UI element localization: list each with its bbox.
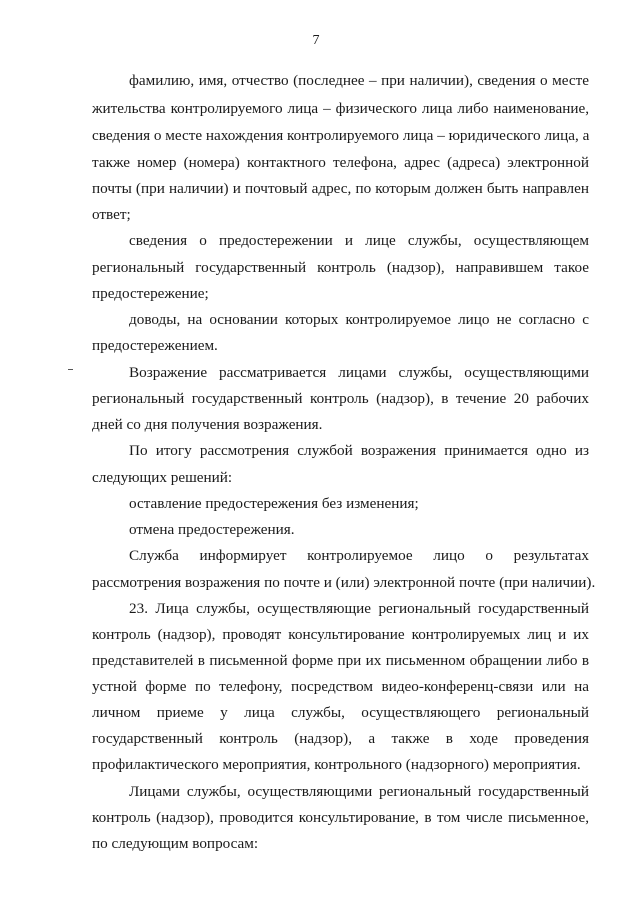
- text-line: предостережение;: [92, 285, 209, 302]
- text-line: По итогу рассмотрения службой возражения принимается одно из: [129, 442, 589, 459]
- text-line: личном приеме у лица службы, осуществляющего региональный: [92, 704, 589, 721]
- text-line: предостережением.: [92, 337, 218, 354]
- text-line: по следующим вопросам:: [92, 835, 259, 852]
- margin-mark: [68, 369, 73, 370]
- text-line: Возражение рассматривается лицами службы, осуществляющими: [129, 364, 589, 381]
- text-line: представителей в письменной форме при их письменном обращении либо в: [92, 652, 589, 669]
- text-line: региональный государственный контроль (надзор), в течение 20 рабочих: [92, 390, 589, 407]
- text-line: почты (при наличии) и почтовый адрес, по которым должен быть направлен: [92, 180, 589, 197]
- text-line: рассмотрения возражения по почте и (или) электронной почте (при наличии).: [92, 574, 596, 591]
- text-line: также номер (номера) контактного телефона, адрес (адреса) электронной: [92, 154, 589, 171]
- text-line: контроль (надзор), проводят консультирование контролируемых лиц и их: [92, 626, 589, 643]
- text-line: сведения о предостережении и лице службы, осуществляющем: [129, 232, 589, 249]
- text-line: дней со дня получения возражения.: [92, 416, 323, 433]
- page-number: 7: [312, 33, 320, 48]
- text-line: ответ;: [92, 206, 131, 223]
- text-line: отмена предостережения.: [129, 521, 295, 538]
- text-line: оставление предостережения без изменения;: [129, 495, 419, 512]
- text-line: профилактического мероприятия, контрольного (надзорного) мероприятия.: [92, 756, 581, 773]
- text-line: контроль (надзор), проводится консультирование, в том числе письменное,: [92, 809, 589, 826]
- text-line: доводы, на основании которых контролируемое лицо не согласно с: [129, 311, 589, 328]
- text-line: жительства контролируемого лица – физического лица либо наименование,: [92, 100, 589, 117]
- text-line: 23. Лица службы, осуществляющие региональный государственный: [129, 600, 589, 617]
- text-line: Лицами службы, осуществляющими региональный государственный: [129, 783, 589, 800]
- text-line: устной форме по телефону, посредством видео-конференц-связи или на: [92, 678, 589, 695]
- text-line: следующих решений:: [92, 469, 233, 486]
- text-line: фамилию, имя, отчество (последнее – при наличии), сведения о месте: [129, 72, 589, 89]
- text-line: сведения о месте нахождения контролируемого лица – юридического лица, а: [92, 127, 590, 144]
- text-line: региональный государственный контроль (надзор), направившем такое: [92, 259, 589, 276]
- text-line: Служба информирует контролируемое лицо о результатах: [129, 547, 589, 564]
- text-line: государственный контроль (надзор), а также в ходе проведения: [92, 730, 589, 747]
